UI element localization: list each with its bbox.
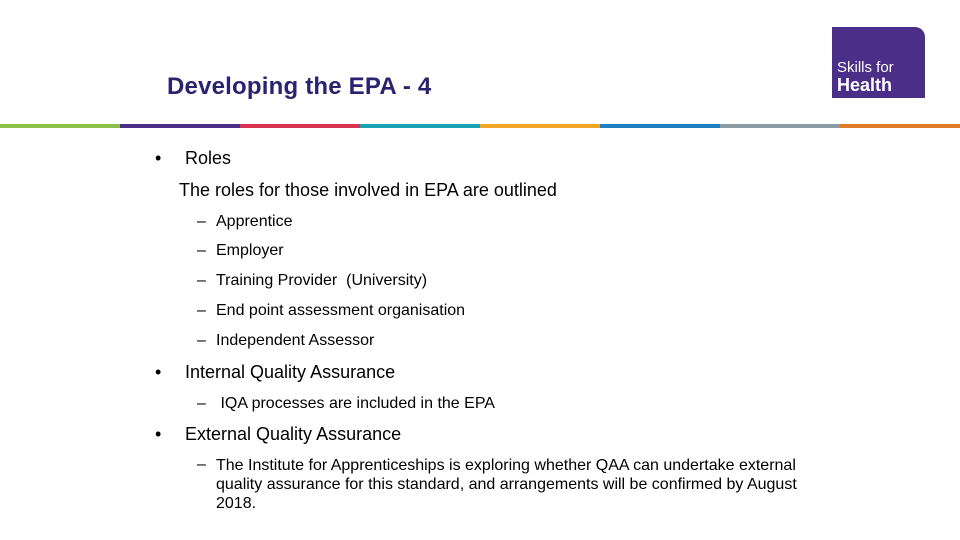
dash-icon: –	[197, 242, 206, 259]
bullet-icon: •	[155, 362, 162, 382]
dash-icon: –	[197, 302, 206, 319]
dash-icon: –	[197, 272, 206, 289]
band-segment	[600, 124, 720, 128]
logo-line2: Health	[837, 75, 893, 95]
dash-icon: –	[197, 456, 206, 473]
iqa-item: IQA processes are included in the EPA	[216, 395, 495, 412]
band-segment	[480, 124, 600, 128]
color-band-divider	[0, 124, 960, 128]
band-segment	[120, 124, 240, 128]
role-item-apprentice: Apprentice	[216, 213, 293, 230]
role-item-independent-assessor: Independent Assessor	[216, 332, 375, 349]
band-segment	[0, 124, 120, 128]
band-segment	[720, 124, 840, 128]
eqa-item: The Institute for Apprenticeships is exploring whether QAA can undertake external quality assurance for this standard, and arrangements will be confirmed by August 2018.	[216, 457, 797, 512]
bullet-icon: •	[155, 148, 162, 168]
roles-intro: The roles for those involved in EPA are outlined	[179, 180, 557, 200]
eqa-heading: External Quality Assurance	[185, 424, 402, 444]
role-item-employer: Employer	[216, 242, 284, 259]
roles-heading: Roles	[185, 148, 232, 168]
role-item-training-provider: Training Provider (University)	[216, 272, 428, 289]
skills-for-health-logo	[832, 27, 925, 98]
dash-icon: –	[197, 332, 206, 349]
dash-icon: –	[197, 395, 206, 412]
role-item-epao: End point assessment organisation	[216, 302, 466, 319]
iqa-heading: Internal Quality Assurance	[185, 362, 396, 382]
band-segment	[840, 124, 960, 128]
bullet-icon: •	[155, 424, 162, 444]
logo-line1: Skills for	[837, 59, 894, 76]
band-segment	[240, 124, 360, 128]
slide-title: Developing the EPA - 4	[167, 73, 432, 100]
dash-icon: –	[197, 213, 206, 230]
band-segment	[360, 124, 480, 128]
